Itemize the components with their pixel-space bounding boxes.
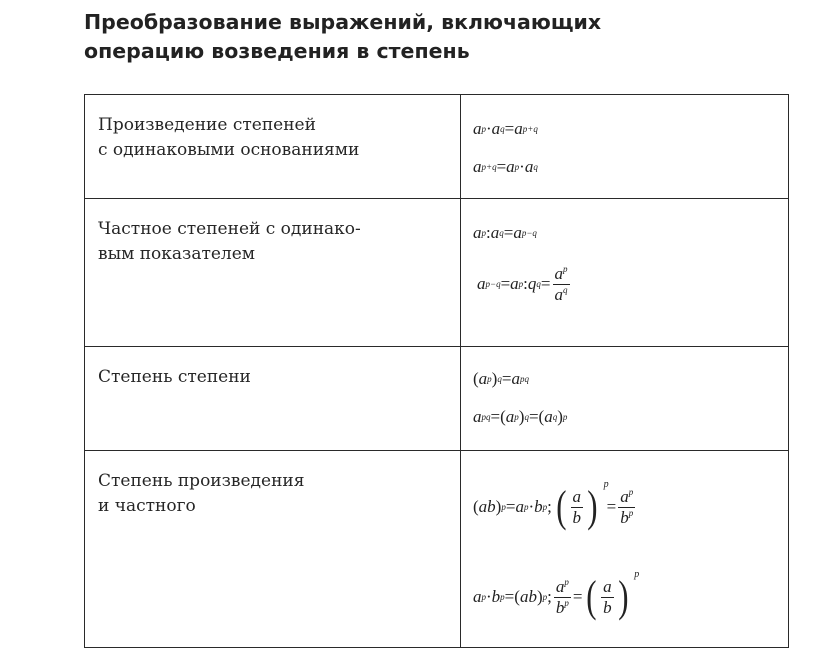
table-row	[85, 199, 789, 347]
page-title	[84, 8, 784, 66]
fraction: $\frac{a^p}{a^q}$	[554, 263, 568, 304]
rule-name-line: Степень произведения	[98, 471, 305, 491]
rules-table	[84, 94, 789, 648]
formula: a p · b p = ( ab ) p ; $\frac{a^p}{b^p}$ = ( $\frac{a}{b}$ ) p	[473, 569, 640, 621]
rule-name-cell	[85, 451, 461, 648]
rule-name-line: и частного	[98, 496, 196, 516]
formula: ( a p ) q = a pq	[473, 369, 529, 388]
rule-name-line: Степень степени	[98, 367, 251, 387]
formula-cell	[461, 347, 789, 451]
table-row	[85, 95, 789, 199]
rule-name-cell	[85, 347, 461, 451]
rule-name-line: с одинаковыми основаниями	[98, 140, 360, 160]
rule-name-line: вым показателем	[98, 244, 256, 264]
formula: ( ab ) p = a p · b p ; ( $\frac{a}{b}$ ) p = $\frac{a^p}{b^p}$	[473, 479, 634, 531]
title-line-2: операцию возведения в степень	[84, 39, 470, 63]
rule-name-line: Частное степеней с одинако-	[98, 219, 361, 239]
formula: a p : a q = a p−q	[473, 223, 537, 242]
title-line-1: Преобразование выражений, включающих	[84, 10, 602, 34]
formula: a pq = ( a p ) q = ( a q ) p	[473, 407, 568, 426]
table-row	[85, 347, 789, 451]
formula: a p · a q = a p+q	[473, 119, 538, 138]
fraction: $\frac{a^p}{b^p}$	[555, 576, 569, 617]
table-row	[85, 451, 789, 648]
fraction: $\frac{a^p}{b^p}$	[620, 486, 634, 527]
rule-name-line: Произведение степеней	[98, 115, 316, 135]
rule-name-cell	[85, 199, 461, 347]
parenthesized-fraction: ( $\frac{a}{b}$ ) p	[586, 569, 640, 621]
formula-cell	[461, 95, 789, 199]
formula: a p+q = a p · a q	[473, 157, 538, 176]
rule-name-cell	[85, 95, 461, 199]
formula: a p−q = a p : q q = $\frac{a^p}{a^q}$	[477, 263, 568, 304]
formula-cell	[461, 451, 789, 648]
parenthesized-fraction: ( $\frac{a}{b}$ ) p	[556, 479, 609, 531]
formula-cell	[461, 199, 789, 347]
